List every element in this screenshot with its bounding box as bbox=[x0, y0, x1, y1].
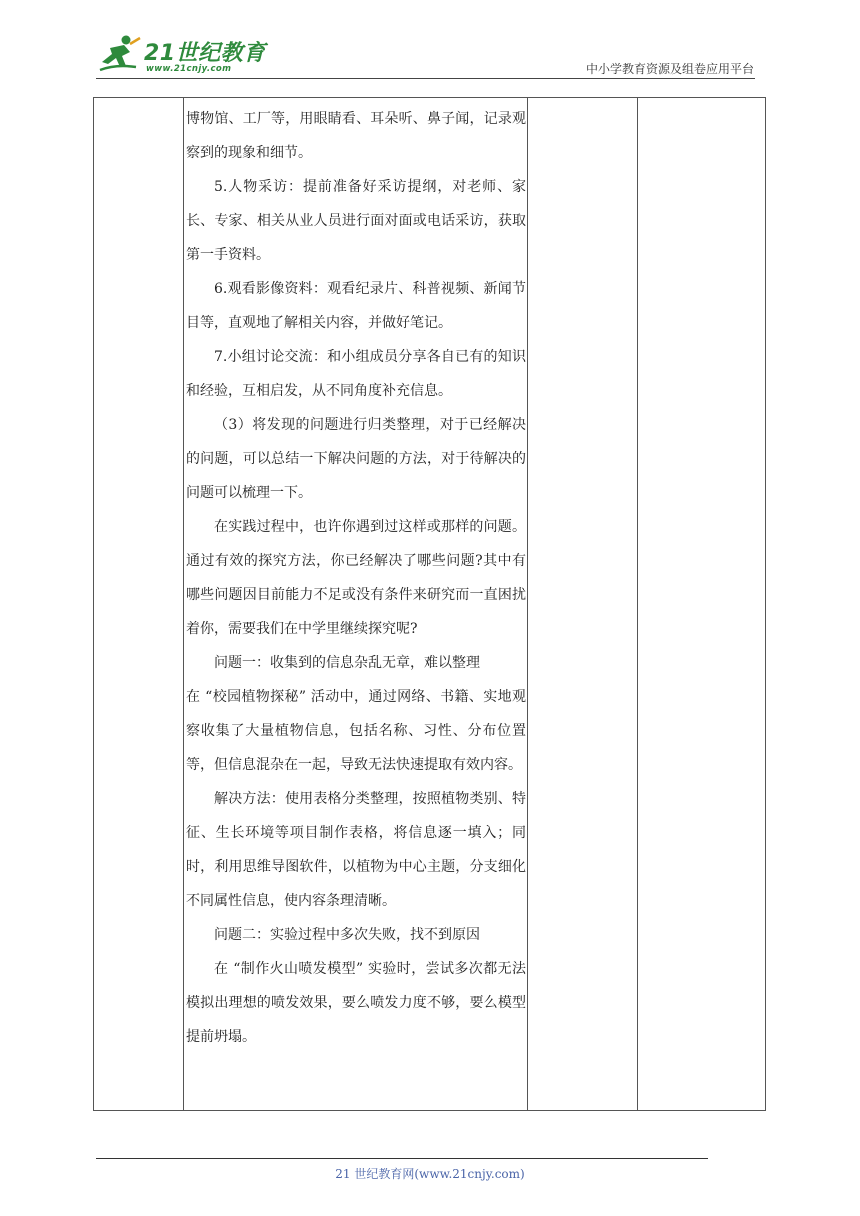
page-header bbox=[0, 0, 860, 80]
paragraph: 5.人物采访：提前准备好采访提纲，对老师、家长、专家、相关从业人员进行面对面或电话采访，获取第一手资料。 bbox=[186, 179, 526, 263]
table-content-cell bbox=[186, 102, 526, 1054]
site-logo[interactable] bbox=[96, 34, 266, 76]
runner-logo-icon bbox=[96, 34, 144, 74]
paragraph: 在实践过程中，也许你遇到过这样或那样的问题。通过有效的探究方法，你已经解决了哪些问题?其中有哪些问题因目前能力不足或没有条件来研究而一直困扰着你，需要我们在中学里继续探究呢? bbox=[186, 519, 526, 637]
paragraph: 解决方法：使用表格分类整理，按照植物类别、特征、生长环境等项目制作表格，将信息逐一填入；同时，利用思维导图软件，以植物为中心主题，分支细化不同属性信息，使内容条理清晰。 bbox=[186, 791, 526, 909]
table-column-divider bbox=[527, 98, 528, 1110]
table-column-divider bbox=[183, 98, 184, 1110]
footer-divider bbox=[96, 1158, 708, 1159]
paragraph: （3）将发现的问题进行归类整理，对于已经解决的问题，可以总结一下解决问题的方法，对于待解决的问题可以梳理一下。 bbox=[186, 417, 526, 501]
paragraph: 问题二：实验过程中多次失败，找不到原因 bbox=[214, 927, 480, 943]
logo-url: www.21cnjy.com bbox=[146, 64, 232, 74]
paragraph: 博物馆、工厂等，用眼睛看、耳朵听、鼻子闻，记录观察到的现象和细节。 bbox=[186, 111, 526, 161]
paragraph: 7.小组讨论交流：和小组成员分享各自已有的知识和经验，互相启发，从不同角度补充信息。 bbox=[186, 349, 526, 399]
paragraph: 问题一：收集到的信息杂乱无章，难以整理 bbox=[214, 655, 480, 671]
paragraph: 在 “校园植物探秘” 活动中，通过网络、书籍、实地观察收集了大量植物信息，包括名称、习性、分布位置等，但信息混杂在一起，导致无法快速提取有效内容。 bbox=[186, 689, 526, 773]
logo-text: 21世纪教育 bbox=[144, 41, 266, 66]
paragraph: 在 “制作火山喷发模型” 实验时，尝试多次都无法模拟出理想的喷发效果，要么喷发力度不够，要么模型提前坍塌。 bbox=[186, 961, 526, 1045]
paragraph: 6.观看影像资料：观看纪录片、科普视频、新闻节目等，直观地了解相关内容，并做好笔记。 bbox=[186, 281, 526, 331]
table-column-divider bbox=[637, 98, 638, 1110]
platform-label: 中小学教育资源及组卷应用平台 bbox=[585, 62, 754, 76]
header-divider bbox=[96, 78, 755, 79]
footer-link[interactable]: 21 世纪教育网(www.21cnjy.com) bbox=[335, 1167, 525, 1181]
